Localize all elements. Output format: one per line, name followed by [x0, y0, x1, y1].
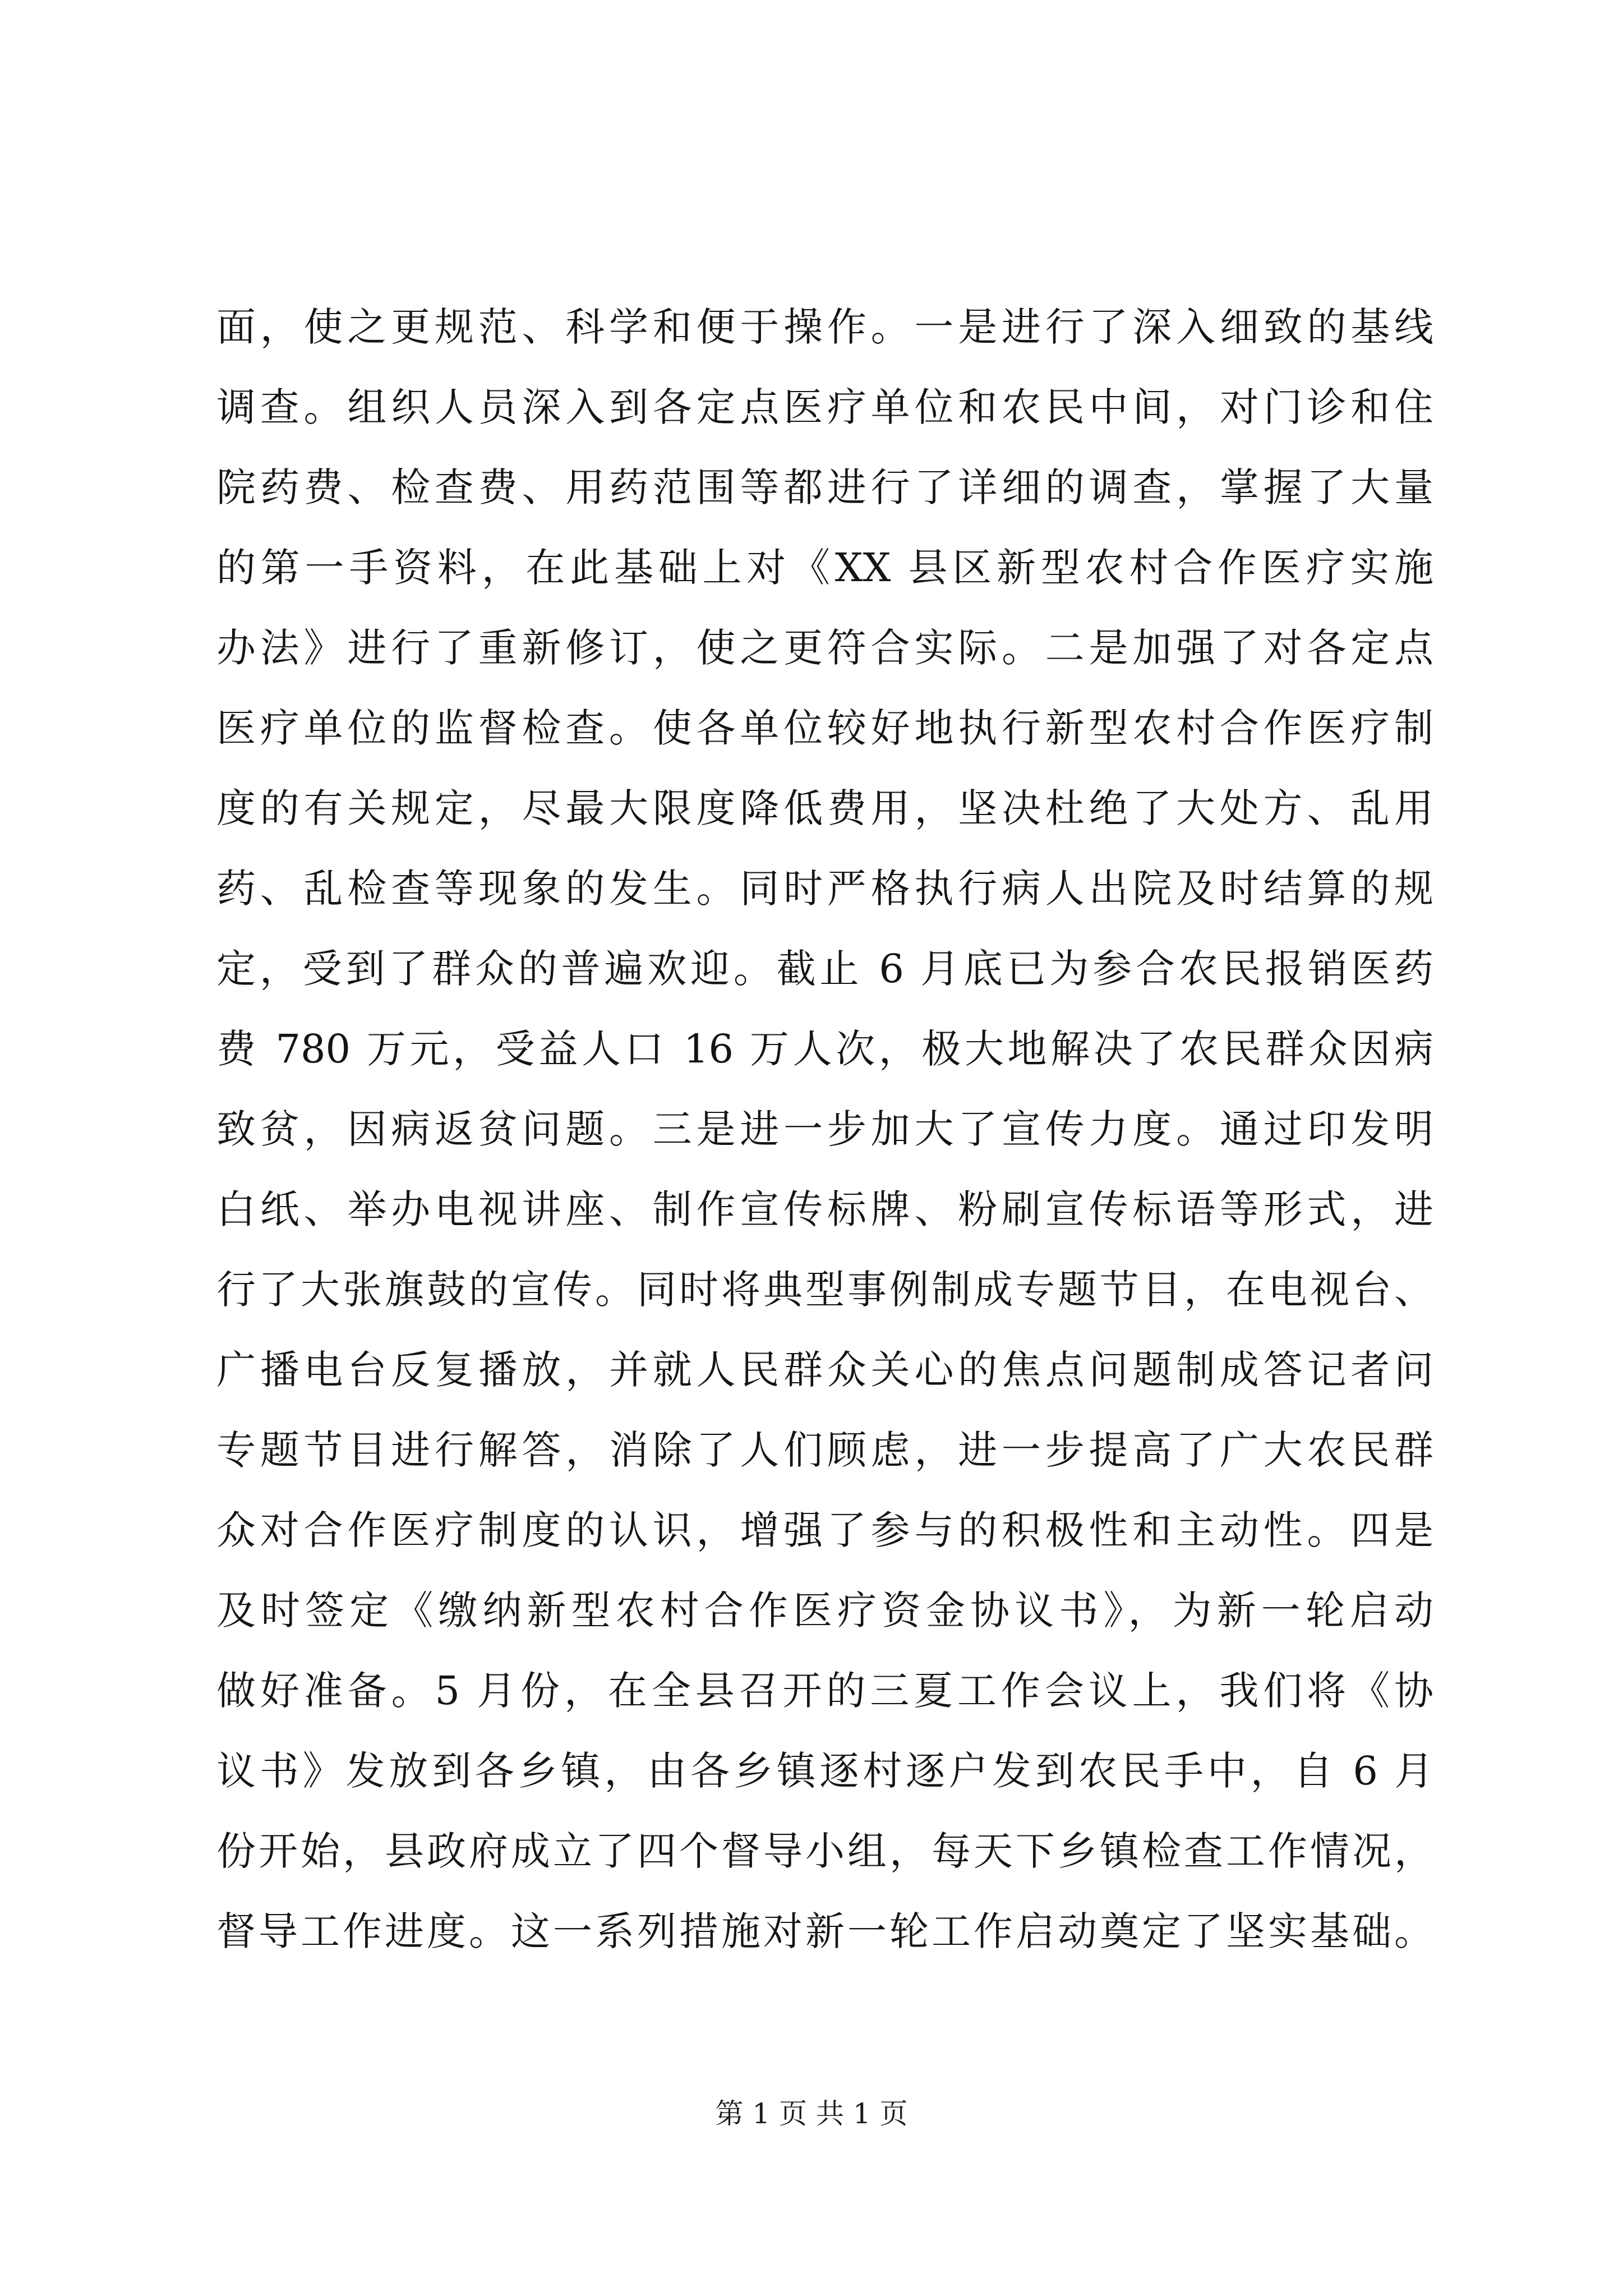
text-line: 费 780 万元，受益人口 16 万人次，极大地解决了农民群众因病: [216, 1026, 1433, 1072]
text-line: 份开始，县政府成立了四个督导小组，每天下乡镇检查工作情况，: [216, 1828, 1433, 1874]
text-line: 办法》进行了重新修订，使之更符合实际。二是加强了对各定点: [216, 625, 1433, 671]
text-line: 做好准备。5 月份，在全县召开的三夏工作会议上，我们将《协: [216, 1668, 1433, 1714]
text-line: 行了大张旗鼓的宣传。同时将典型事例制成专题节目，在电视台、: [216, 1267, 1433, 1313]
text-line: 及时签定《缴纳新型农村合作医疗资金协议书》，为新一轮启动: [216, 1588, 1433, 1634]
text-line: 督导工作进度。这一系列措施对新一轮工作启动奠定了坚实基础。: [216, 1908, 1433, 1954]
text-line: 度的有关规定，尽最大限度降低费用，坚决杜绝了大处方、乱用: [216, 785, 1433, 831]
text-line: 议书》发放到各乡镇，由各乡镇逐村逐户发到农民手中，自 6 月: [216, 1748, 1433, 1794]
text-line: 白纸、举办电视讲座、制作宣传标牌、粉刷宣传标语等形式，进: [216, 1186, 1433, 1232]
text-line: 定，受到了群众的普遍欢迎。截止 6 月底已为参合农民报销医药: [216, 946, 1433, 992]
text-line: 药、乱检查等现象的发生。同时严格执行病人出院及时结算的规: [216, 866, 1433, 912]
text-line: 致贫，因病返贫问题。三是进一步加大了宣传力度。通过印发明: [216, 1106, 1433, 1152]
text-line: 院药费、检查费、用药范围等都进行了详细的调查，掌握了大量: [216, 464, 1433, 510]
page-number-label: 第 1 页 共 1 页: [715, 2097, 908, 2130]
text-line: 广播电台反复播放，并就人民群众关心的焦点问题制成答记者问: [216, 1347, 1433, 1393]
page-footer: [0, 2091, 1623, 2136]
text-line: 众对合作医疗制度的认识，增强了参与的积极性和主动性。四是: [216, 1507, 1433, 1553]
text-line: 专题节目进行解答，消除了人们顾虑，进一步提高了广大农民群: [216, 1427, 1433, 1473]
text-line: 的第一手资料，在此基础上对《XX 县区新型农村合作医疗实施: [216, 545, 1433, 591]
text-line: 调查。组织人员深入到各定点医疗单位和农民中间，对门诊和住: [216, 384, 1433, 430]
body-paragraph: [216, 287, 1433, 1972]
text-line: 面，使之更规范、科学和便于操作。一是进行了深入细致的基线: [216, 304, 1433, 350]
text-line: 医疗单位的监督检查。使各单位较好地执行新型农村合作医疗制: [216, 705, 1433, 751]
